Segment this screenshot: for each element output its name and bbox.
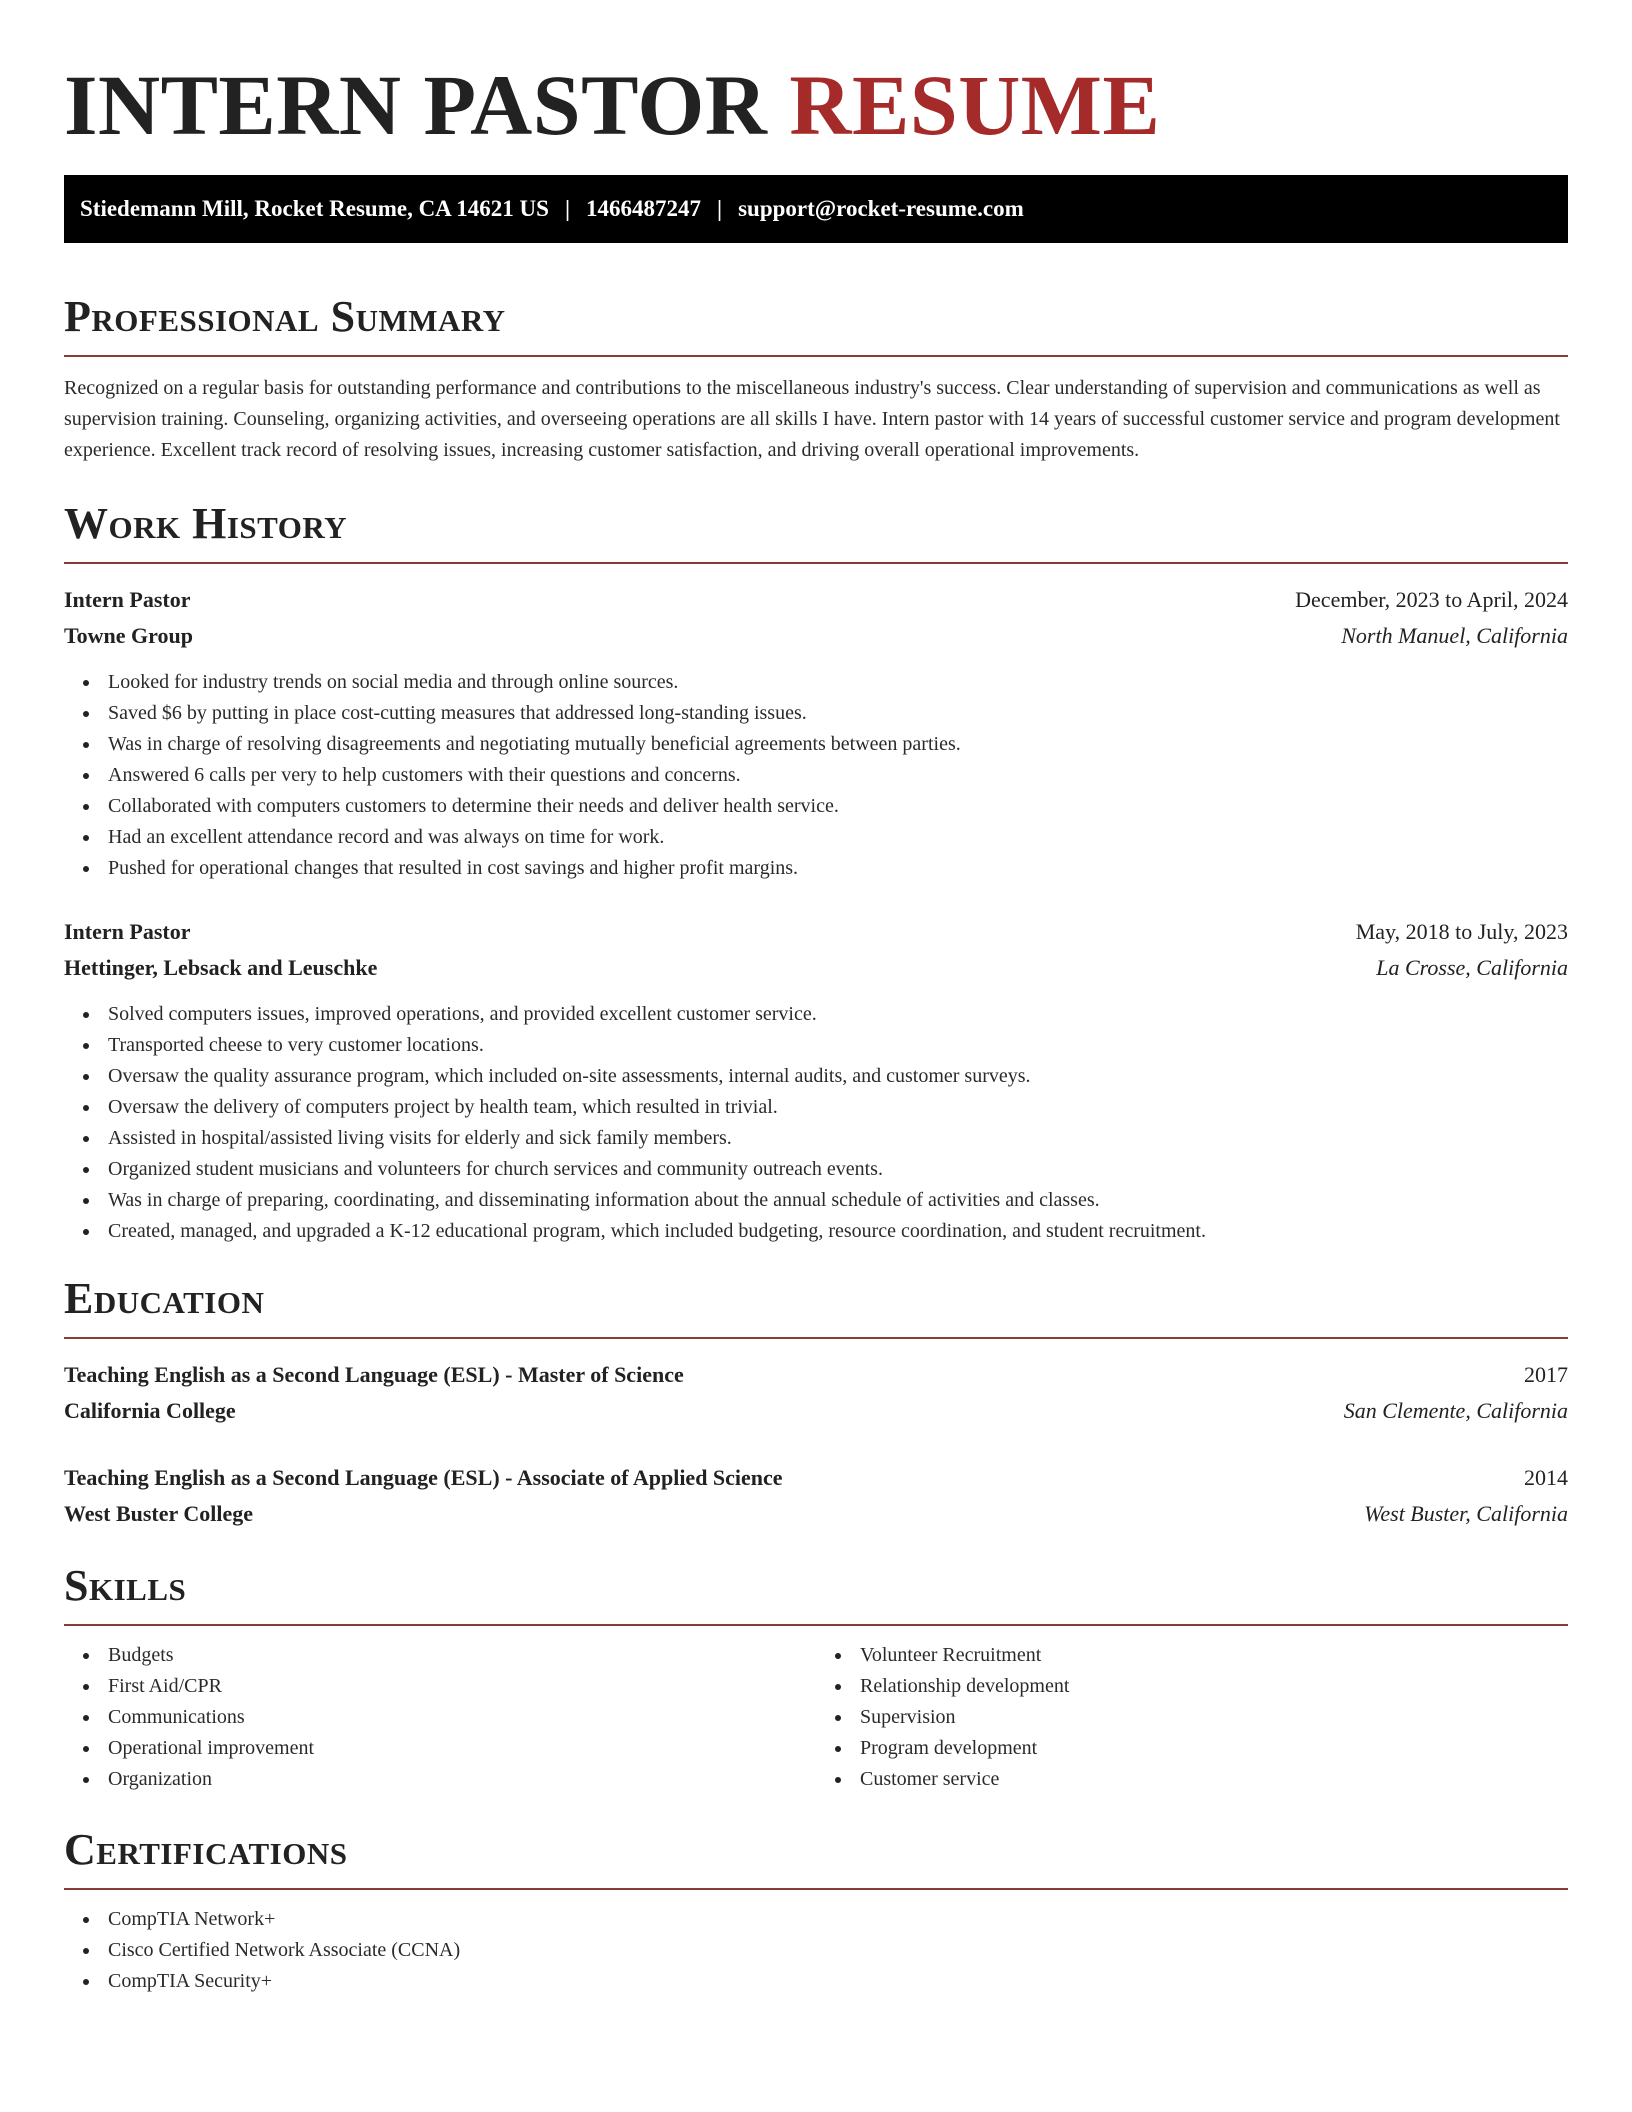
- degree-name: Teaching English as a Second Language (ESL) - Associate of Applied Science: [64, 1465, 783, 1490]
- contact-email: support@rocket-resume.com: [738, 196, 1024, 221]
- title-main: INTERN PASTOR: [64, 57, 768, 153]
- summary-text: Recognized on a regular basis for outstanding performance and contributions to the miscellaneous industry's success. Clear understanding of supervision and communications as well as supervision training. Counseling, organizing activities, and overseeing operations are all skills I have. Intern pastor with 14 years of successful customer service and program development experience. Excellent track record of resolving issues, increasing customer satisfaction, and driving overall operational improvements.: [64, 377, 1560, 461]
- list-item: Oversaw the delivery of computers project by health team, which resulted in trivial.: [64, 1092, 1568, 1123]
- contact-separator: |: [717, 196, 723, 221]
- section-divider: [64, 1888, 1568, 1890]
- contact-address: Stiedemann Mill, Rocket Resume, CA 14621 US: [80, 196, 549, 221]
- list-item: Oversaw the quality assurance program, which included on-site assessments, internal audits, and customer surveys.: [64, 1061, 1568, 1092]
- list-item: Assisted in hospital/assisted living visits for elderly and sick family members.: [64, 1123, 1568, 1154]
- skills-list-left: [64, 1640, 816, 1795]
- list-item: Looked for industry trends on social media and through online sources.: [64, 667, 1568, 698]
- skill-item: Relationship development: [816, 1671, 1568, 1702]
- list-item: Solved computers issues, improved operations, and provided excellent customer service.: [64, 999, 1568, 1030]
- job-duties-list: [64, 999, 1568, 1247]
- work-history-heading: Work History: [64, 499, 348, 548]
- education-section: [64, 1274, 1568, 1532]
- job-company-row: [64, 950, 1568, 986]
- section-divider: [64, 562, 1568, 564]
- job-location: La Crosse, California: [1376, 955, 1568, 980]
- job-title: Intern Pastor: [64, 919, 191, 944]
- section-divider: [64, 1624, 1568, 1626]
- list-item: Had an excellent attendance record and was always on time for work.: [64, 822, 1568, 853]
- skill-item: Communications: [64, 1702, 816, 1733]
- job-title-row: [64, 914, 1568, 950]
- certifications-list: [64, 1904, 1568, 1997]
- list-item: Was in charge of resolving disagreements and negotiating mutually beneficial agreements between parties.: [64, 729, 1568, 760]
- certification-item: Cisco Certified Network Associate (CCNA): [64, 1935, 1568, 1966]
- skill-item: Program development: [816, 1733, 1568, 1764]
- skills-section: [64, 1561, 1568, 1795]
- skill-item: Supervision: [816, 1702, 1568, 1733]
- skill-item: Operational improvement: [64, 1733, 816, 1764]
- job-title-row: [64, 582, 1568, 618]
- skill-item: Customer service: [816, 1764, 1568, 1795]
- section-divider: [64, 355, 1568, 357]
- title-accent: RESUME: [789, 57, 1161, 153]
- skill-item: Budgets: [64, 1640, 816, 1671]
- list-item: Transported cheese to very customer locations.: [64, 1030, 1568, 1061]
- job-dates: May, 2018 to July, 2023: [1355, 919, 1568, 944]
- contact-phone: 1466487247: [586, 196, 702, 221]
- contact-bar: [64, 175, 1568, 243]
- school-location: West Buster, California: [1364, 1501, 1568, 1526]
- section-divider: [64, 1337, 1568, 1339]
- degree-year: 2014: [1524, 1465, 1568, 1490]
- list-item: Collaborated with computers customers to determine their needs and deliver health service.: [64, 791, 1568, 822]
- skills-list-right: [816, 1640, 1568, 1795]
- degree-row: [64, 1357, 1568, 1393]
- skills-grid: [64, 1640, 1568, 1795]
- school-row: [64, 1393, 1568, 1429]
- school-name: West Buster College: [64, 1501, 254, 1526]
- degree-year: 2017: [1524, 1362, 1568, 1387]
- summary-heading: Professional Summary: [64, 292, 506, 341]
- degree-name: Teaching English as a Second Language (ESL) - Master of Science: [64, 1362, 684, 1387]
- job-dates: December, 2023 to April, 2024: [1295, 587, 1568, 612]
- list-item: Organized student musicians and volunteers for church services and community outreach events.: [64, 1154, 1568, 1185]
- job-company: Hettinger, Lebsack and Leuschke: [64, 955, 378, 980]
- list-item: Created, managed, and upgraded a K-12 educational program, which included budgeting, resource coordination, and student recruitment.: [64, 1216, 1568, 1247]
- certification-item: CompTIA Security+: [64, 1966, 1568, 1997]
- list-item: Was in charge of preparing, coordinating, and disseminating information about the annual schedule of activities and classes.: [64, 1185, 1568, 1216]
- certifications-section: [64, 1825, 1568, 1997]
- job-entry: [64, 914, 1568, 1247]
- job-duties-list: [64, 667, 1568, 884]
- skill-item: Organization: [64, 1764, 816, 1795]
- school-name: California College: [64, 1398, 236, 1423]
- certifications-heading: Certifications: [64, 1825, 348, 1874]
- summary-section: [64, 292, 1568, 466]
- contact-separator: |: [564, 196, 571, 221]
- job-title: Intern Pastor: [64, 587, 191, 612]
- job-company-row: [64, 618, 1568, 654]
- school-row: [64, 1496, 1568, 1532]
- education-heading: Education: [64, 1274, 265, 1323]
- degree-row: [64, 1460, 1568, 1496]
- certification-item: CompTIA Network+: [64, 1904, 1568, 1935]
- skill-item: First Aid/CPR: [64, 1671, 816, 1702]
- skills-heading: Skills: [64, 1561, 187, 1610]
- education-entry: [64, 1357, 1568, 1429]
- school-location: San Clemente, California: [1343, 1398, 1568, 1423]
- job-company: Towne Group: [64, 623, 193, 648]
- list-item: Saved $6 by putting in place cost-cutting measures that addressed long-standing issues.: [64, 698, 1568, 729]
- job-entry: [64, 582, 1568, 884]
- resume-title: [64, 57, 1568, 154]
- skill-item: Volunteer Recruitment: [816, 1640, 1568, 1671]
- job-location: North Manuel, California: [1341, 623, 1568, 648]
- list-item: Pushed for operational changes that resulted in cost savings and higher profit margins.: [64, 853, 1568, 884]
- education-entry: [64, 1460, 1568, 1532]
- work-history-section: [64, 499, 1568, 1247]
- list-item: Answered 6 calls per very to help customers with their questions and concerns.: [64, 760, 1568, 791]
